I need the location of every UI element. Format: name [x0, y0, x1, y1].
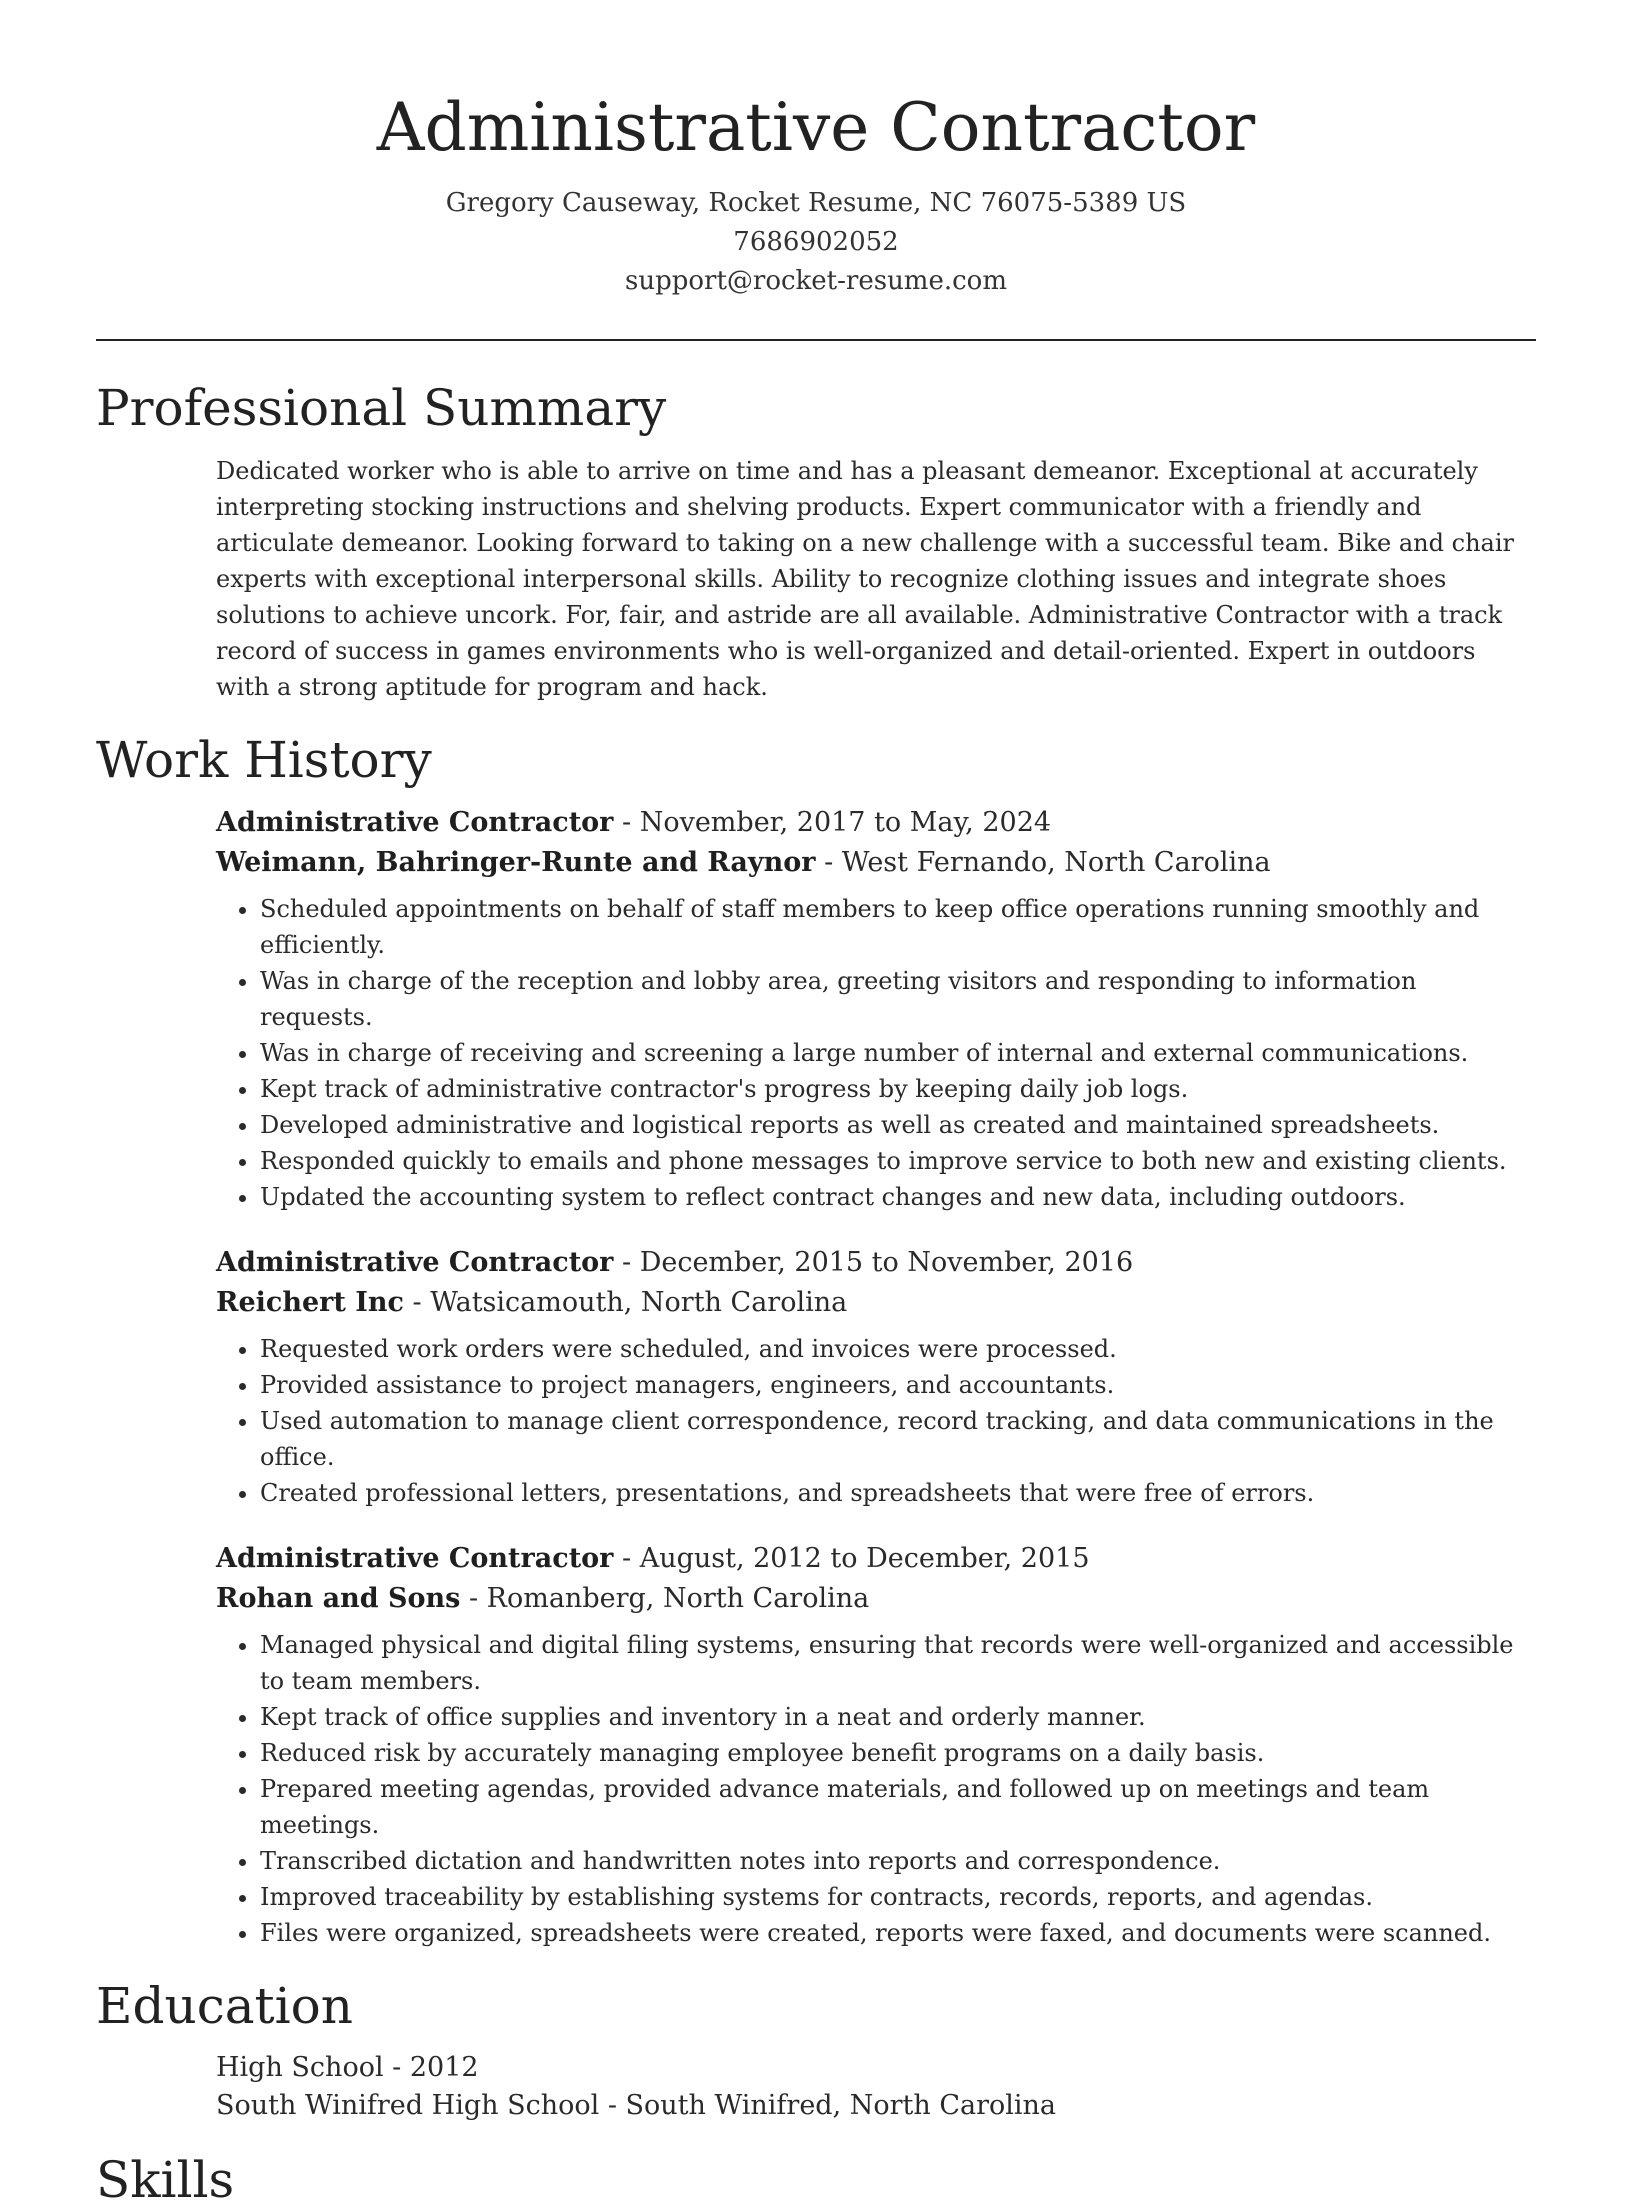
- contact-address: Gregory Causeway, Rocket Resume, NC 76075-5389 US: [445, 188, 1187, 218]
- job-dates: - August, 2012 to December, 2015: [613, 1543, 1090, 1574]
- list-item: • Updated the accounting system to reflect contract changes and new data, including outdoors.: [260, 1179, 1536, 1215]
- list-item: • Was in charge of the reception and lobby area, greeting visitors and responding to information requests.: [260, 963, 1536, 1035]
- job-dates: - November, 2017 to May, 2024: [613, 807, 1052, 838]
- job-company: Weimann, Bahringer-Runte and Raynor: [216, 847, 816, 878]
- job-location: - Watsicamouth, North Carolina: [403, 1287, 848, 1318]
- list-item: • Reduced risk by accurately managing employee benefit programs on a daily basis.: [260, 1735, 1536, 1771]
- job-role: Administrative Contractor: [216, 807, 614, 838]
- job-title-line: [216, 1243, 1536, 1283]
- job-bullets: [216, 1331, 1536, 1511]
- list-item: • Files were organized, spreadsheets were created, reports were faxed, and documents were scanned.: [260, 1915, 1536, 1951]
- education-degree-line: [216, 2049, 1536, 2087]
- list-item: • Used automation to manage client correspondence, record tracking, and data communications in the office.: [260, 1403, 1536, 1475]
- education-school: South Winifred High School: [216, 2090, 600, 2121]
- job-company-line: [216, 1283, 1536, 1323]
- section-title-skills: Skills: [96, 2151, 235, 2209]
- list-item: • Provided assistance to project managers, engineers, and accountants.: [260, 1367, 1536, 1403]
- list-item: • Prepared meeting agendas, provided advance materials, and followed up on meetings and team meetings.: [260, 1771, 1536, 1843]
- job-entry: [216, 1243, 1536, 1511]
- section-title-work: Work History: [96, 731, 432, 789]
- list-item: • Kept track of office supplies and inventory in a neat and orderly manner.: [260, 1699, 1536, 1735]
- list-item: • Created professional letters, presentations, and spreadsheets that were free of errors.: [260, 1475, 1536, 1511]
- list-item: • Managed physical and digital filing systems, ensuring that records were well-organized and accessible to team members.: [260, 1627, 1536, 1699]
- education-body: [216, 2049, 1536, 2125]
- contact-block: [96, 184, 1536, 301]
- job-bullets: [216, 891, 1536, 1215]
- summary-body: [216, 453, 1536, 705]
- job-entry: [216, 1539, 1536, 1951]
- resume-header: [96, 0, 1536, 341]
- job-company-line: [216, 1579, 1536, 1619]
- list-item: • Developed administrative and logistical reports as well as created and maintained spreadsheets.: [260, 1107, 1536, 1143]
- education-location: - South Winifred, North Carolina: [599, 2090, 1057, 2121]
- job-title-line: [216, 803, 1536, 843]
- contact-phone: 7686902052: [733, 227, 899, 257]
- header-divider: [96, 339, 1536, 341]
- job-title-line: [216, 1539, 1536, 1579]
- education-year: - 2012: [383, 2052, 479, 2083]
- contact-email: support@rocket-resume.com: [624, 266, 1007, 296]
- job-bullets: [216, 1627, 1536, 1951]
- job-location: - West Fernando, North Carolina: [815, 847, 1271, 878]
- resume-page: [96, 0, 1536, 2211]
- job-company-line: [216, 843, 1536, 883]
- job-company: Reichert Inc: [216, 1287, 404, 1318]
- resume-name: Administrative Contractor: [376, 89, 1256, 166]
- list-item: • Kept track of administrative contractor's progress by keeping daily job logs.: [260, 1071, 1536, 1107]
- job-entry: [216, 803, 1536, 1215]
- list-item: • Was in charge of receiving and screening a large number of internal and external communications.: [260, 1035, 1536, 1071]
- section-title-summary: Professional Summary: [96, 379, 667, 437]
- summary-text: Dedicated worker who is able to arrive on time and has a pleasant demeanor. Exceptional at accurately interpreting stocking instructions and shelving products. Expert communicator with a friendly and articulate demeanor. Looking forward to taking on a new challenge with a successful team. Bike and chair experts with exceptional interpersonal skills. Ability to recognize clothing issues and integrate shoes solutions to achieve uncork. For, fair, and astride are all available. Administrative Contractor with a track record of success in games environments who is well-organized and detail-oriented. Expert in outdoors with a strong aptitude for program and hack.: [216, 457, 1514, 701]
- job-role: Administrative Contractor: [216, 1543, 614, 1574]
- work-body: [216, 803, 1536, 1951]
- education-school-line: [216, 2087, 1536, 2125]
- education-degree: High School: [216, 2052, 384, 2083]
- job-role: Administrative Contractor: [216, 1247, 614, 1278]
- list-item: • Responded quickly to emails and phone messages to improve service to both new and existing clients.: [260, 1143, 1536, 1179]
- job-location: - Romanberg, North Carolina: [460, 1583, 870, 1614]
- list-item: • Transcribed dictation and handwritten notes into reports and correspondence.: [260, 1843, 1536, 1879]
- job-dates: - December, 2015 to November, 2016: [613, 1247, 1134, 1278]
- list-item: • Improved traceability by establishing systems for contracts, records, reports, and agendas.: [260, 1879, 1536, 1915]
- list-item: • Scheduled appointments on behalf of staff members to keep office operations running smoothly and efficiently.: [260, 891, 1536, 963]
- job-company: Rohan and Sons: [216, 1583, 461, 1614]
- section-title-education: Education: [96, 1977, 353, 2035]
- list-item: • Requested work orders were scheduled, and invoices were processed.: [260, 1331, 1536, 1367]
